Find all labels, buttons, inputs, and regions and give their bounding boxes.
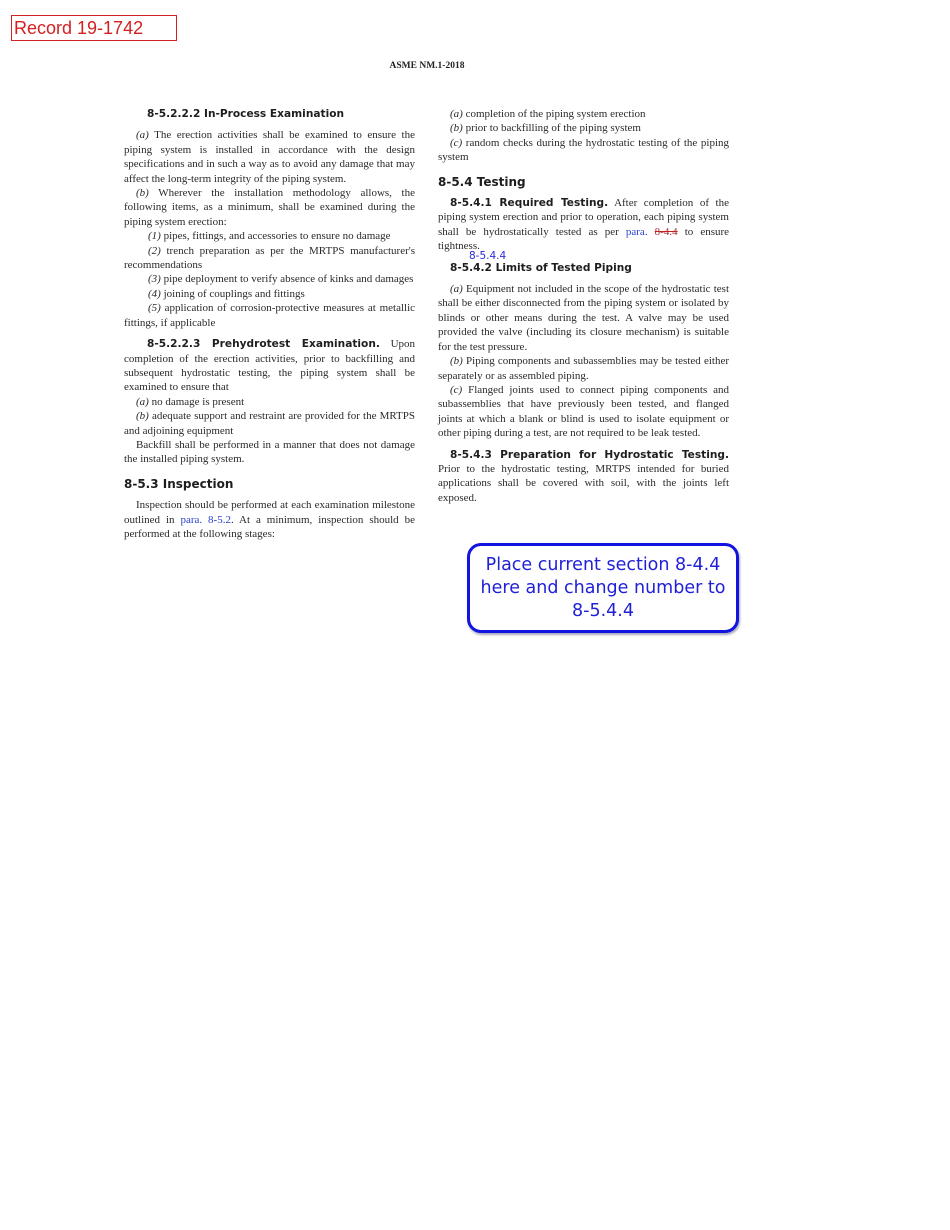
inspection-text-post: . At a minimum, inspection should be performed at the following stages:: [124, 513, 415, 540]
list-item-5-text: application of corrosion-protective measures at metallic fittings, if applicable: [124, 302, 416, 329]
standard-id: ASME NM.1-2018: [389, 61, 465, 71]
pre-item-b: [124, 409, 415, 438]
limits-marker-c: (c): [450, 383, 463, 396]
stage-marker-a: (a): [450, 108, 463, 120]
list-item-5: [124, 301, 415, 330]
paragraph-prehydro: [124, 337, 415, 395]
limits-item-b-text: Piping components and subassemblies may be tested either separately or as assembled piping.: [438, 355, 730, 382]
stage-item-b-text: prior to backfilling of the piping system: [465, 122, 641, 135]
marker-5: (5): [148, 302, 161, 315]
list-item-2: [124, 244, 415, 273]
inspection-paragraph: [124, 498, 415, 541]
list-item-4-text: joining of couplings and fittings: [163, 287, 305, 300]
limits-marker-a: (a): [450, 283, 463, 296]
required-testing-paragraph: [438, 196, 729, 254]
stage-item-c-text: random checks during the hydrostatic testing of the piping system: [438, 136, 730, 164]
paragraph-a-text: The erection activities shall be examined to ensure the piping system is installed in accordance with the design specifications and in such a way as to avoid any damage that may affect the long-term integrity of the piping system.: [124, 129, 415, 185]
pre-marker-a: (a): [136, 395, 149, 408]
paragraph-b: [124, 186, 415, 229]
limits-item-c: [438, 383, 729, 441]
heading-8-5-4-1: 8-5.4.1 Required Testing.: [450, 197, 609, 210]
paragraph-b-text: Wherever the installation methodology allows, the following items, as a minimum, shall be examined during the piping system erection:: [124, 187, 415, 228]
heading-8-5-2-2-3: 8-5.2.2.3 Prehydrotest Examination.: [147, 338, 380, 351]
marker-1: (1): [148, 230, 161, 243]
heading-8-5-4: 8-5.4 Testing: [438, 174, 526, 189]
inserted-reference: 8-5.4.4: [469, 249, 507, 262]
stage-item-a: [438, 107, 729, 121]
limits-item-a-text: Equipment not included in the scope of the hydrostatic test shall be either disconnected from the piping system or isolated by blinds or other means during the test. A valve may be used provided the valve (including its closure mechanism) is suitable for the test pressure.: [438, 283, 729, 353]
inspection-text-pre: Inspection should be performed at each examination milestone outlined in: [124, 499, 415, 526]
left-column: [124, 107, 415, 541]
limits-item-a: [438, 282, 729, 354]
paragraph-a: [124, 128, 415, 186]
stage-item-a-text: completion of the piping system erection: [465, 108, 646, 120]
pre-item-a-text: no damage is present: [151, 395, 245, 408]
para-8-5-2-link[interactable]: para. 8-5.2: [180, 513, 231, 526]
right-column: [438, 107, 729, 505]
prehydro-text: Upon completion of the erection activities, prior to backfilling and subsequent hydrostatic testing, the piping system shall be examined to ensure that: [124, 338, 416, 394]
heading-8-5-3: 8-5.3 Inspection: [124, 476, 234, 491]
pre-marker-b: (b): [136, 410, 149, 423]
heading-8-5-4-3: 8-5.4.3 Preparation for Hydrostatic Testing.: [450, 448, 729, 461]
list-item-1-text: pipes, fittings, and accessories to ensure no damage: [163, 230, 391, 243]
marker-2: (2): [148, 244, 161, 257]
pre-item-a: [124, 395, 415, 409]
stage-marker-c: (c): [450, 136, 463, 149]
limits-marker-b: (b): [450, 355, 463, 368]
stage-item-c: [438, 136, 729, 165]
para-link[interactable]: para.: [625, 225, 648, 238]
heading-8-5-2-2-2: 8-5.2.2.2 In-Process Examination: [147, 108, 345, 120]
stage-marker-b: (b): [450, 122, 463, 135]
list-item-4: [124, 287, 415, 301]
marker-b: (b): [136, 187, 149, 200]
annotation-callout[interactable]: [467, 543, 739, 633]
preparation-text: Prior to the hydrostatic testing, MRTPS intended for buried applications shall be covered with soil, with the joints left exposed.: [438, 462, 729, 504]
stage-item-b: [438, 121, 729, 135]
list-item-3: [124, 272, 415, 286]
limits-item-b: [438, 354, 729, 383]
heading-8-5-4-2: 8-5.4.2 Limits of Tested Piping: [450, 261, 632, 274]
marker-a: (a): [136, 129, 149, 142]
required-testing-text: After completion of the piping system erection and prior to operation, each piping system shall be hydrostatically tested as per: [438, 197, 729, 238]
struck-reference: 8-4.4: [654, 225, 678, 238]
preparation-paragraph: [438, 448, 729, 506]
limits-item-c-text: Flanged joints used to connect piping components and subassemblies that have previously been tested, and flanged joints at which a blank or blind is used to isolate equipment or other piping during a test, are not required to be leak tested.: [438, 383, 730, 440]
required-testing-tail: to ensure tightness.: [438, 225, 730, 253]
marker-4: (4): [148, 287, 161, 300]
backfill-paragraph: Backfill shall be performed in a manner that does not damage the installed piping system.: [124, 438, 415, 466]
marker-3: (3): [148, 273, 161, 286]
callout-text: Place current section 8-4.4 here and change number to 8-5.4.4: [480, 554, 726, 621]
list-item-1: [124, 229, 415, 243]
record-label: Record 19-1742: [11, 15, 177, 41]
pre-item-b-text: adequate support and restraint are provided for the MRTPS and adjoining equipment: [124, 410, 415, 437]
list-item-3-text: pipe deployment to verify absence of kinks and damages: [163, 273, 414, 286]
list-item-2-text: trench preparation as per the MRTPS manufacturer's recommendations: [124, 244, 415, 272]
